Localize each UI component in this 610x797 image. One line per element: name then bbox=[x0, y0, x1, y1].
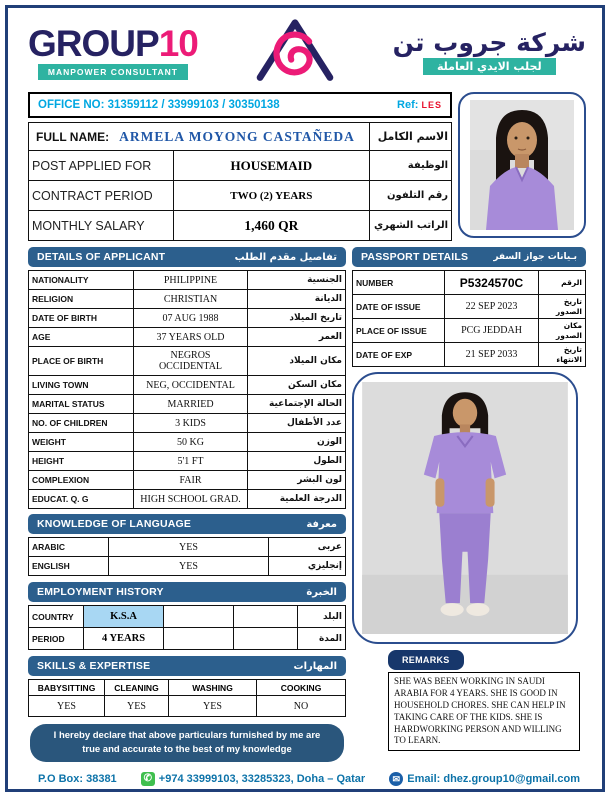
section-title: EMPLOYMENT HISTORY bbox=[37, 586, 164, 598]
full-name-value: ARMELA MOYONG CASTAÑEDA bbox=[119, 128, 355, 144]
company-arabic-block bbox=[393, 29, 586, 76]
arabic-cell: العمر bbox=[248, 328, 346, 347]
table-row bbox=[29, 538, 346, 557]
email-text: Email: dhez.group10@gmail.com bbox=[407, 772, 580, 785]
table-row bbox=[29, 181, 452, 211]
value-cell: K.S.A bbox=[84, 606, 164, 628]
applicant-headshot-photo bbox=[466, 100, 578, 230]
employment-section-header bbox=[28, 582, 346, 602]
value-cell: 3 KIDS bbox=[134, 414, 248, 433]
arabic-cell: الوزن bbox=[248, 433, 346, 452]
full-name-arabic: الاسم الكامل bbox=[369, 123, 451, 151]
section-title-arabic: تفاصيل مقدم الطلب bbox=[234, 251, 337, 263]
label-cell: HEIGHT bbox=[29, 452, 134, 471]
value-cell: NEGROS OCCIDENTAL bbox=[134, 347, 248, 376]
value-cell bbox=[164, 628, 234, 650]
header-cell: COOKING bbox=[257, 680, 346, 696]
label-cell: ENGLISH bbox=[29, 557, 109, 576]
table-row bbox=[353, 319, 586, 343]
value-cell: P5324570C bbox=[445, 271, 539, 295]
value-cell: NEG, OCCIDENTAL bbox=[134, 376, 248, 395]
table-row bbox=[353, 271, 586, 295]
value-cell bbox=[164, 606, 234, 628]
office-bar bbox=[28, 92, 452, 118]
main-info-table bbox=[28, 122, 452, 241]
info-label: MONTHLY SALARY bbox=[29, 211, 174, 241]
table-row bbox=[29, 309, 346, 328]
arabic-cell: مكان السكن bbox=[248, 376, 346, 395]
info-value: HOUSEMAID bbox=[173, 151, 369, 181]
table-row bbox=[29, 471, 346, 490]
label-cell: RELIGION bbox=[29, 290, 134, 309]
pobox-text: P.O Box: 38381 bbox=[38, 772, 117, 785]
table-row bbox=[29, 376, 346, 395]
arabic-cell: الجنسية bbox=[248, 271, 346, 290]
full-body-photo bbox=[362, 382, 568, 634]
value-cell: 5'1 FT bbox=[134, 452, 248, 471]
table-row bbox=[29, 347, 346, 376]
company-name-arabic: شركة جروب تن bbox=[392, 27, 586, 57]
skills-table bbox=[28, 679, 346, 717]
section-title-arabic: بـيانات جواز السفر bbox=[493, 252, 577, 262]
table-row bbox=[29, 680, 346, 696]
label-cell: DATE OF ISSUE bbox=[353, 295, 445, 319]
value-cell: PHILIPPINE bbox=[134, 271, 248, 290]
ref-value: LES bbox=[421, 100, 442, 110]
value-cell: YES bbox=[109, 538, 269, 557]
ref-text bbox=[397, 99, 442, 111]
remarks-label: REMARKS bbox=[388, 650, 464, 670]
table-row bbox=[29, 290, 346, 309]
arabic-cell: إنجليزي bbox=[269, 557, 346, 576]
label-cell: PLACE OF BIRTH bbox=[29, 347, 134, 376]
value-cell bbox=[234, 628, 298, 650]
label-cell: LIVING TOWN bbox=[29, 376, 134, 395]
label-cell: DATE OF BIRTH bbox=[29, 309, 134, 328]
full-name-label: FULL NAME: bbox=[36, 129, 110, 144]
ref-label: Ref: bbox=[397, 99, 419, 111]
value-cell: FAIR bbox=[134, 471, 248, 490]
email-icon: ✉ bbox=[389, 772, 403, 786]
value-cell: MARRIED bbox=[134, 395, 248, 414]
value-cell bbox=[234, 606, 298, 628]
info-arabic: الوظيفة bbox=[369, 151, 451, 181]
arabic-cell: الدرجة العلمية bbox=[248, 490, 346, 509]
right-column bbox=[352, 247, 586, 762]
header-cell: CLEANING bbox=[105, 680, 169, 696]
label-cell: AGE bbox=[29, 328, 134, 347]
section-title: SKILLS & EXPERTISE bbox=[37, 660, 151, 672]
table-row bbox=[29, 211, 452, 241]
table-row bbox=[29, 557, 346, 576]
table-row bbox=[29, 328, 346, 347]
table-row bbox=[29, 271, 346, 290]
passport-table bbox=[352, 270, 586, 367]
logo-group-text: GROUP bbox=[28, 22, 159, 64]
value-cell: HIGH SCHOOL GRAD. bbox=[134, 490, 248, 509]
full-body-photo-frame bbox=[352, 372, 578, 644]
arabic-cell: مكان الميلاد bbox=[248, 347, 346, 376]
label-cell: COMPLEXION bbox=[29, 471, 134, 490]
details-table bbox=[28, 270, 346, 509]
group10-wordmark bbox=[28, 22, 198, 80]
value-cell: YES bbox=[105, 696, 169, 717]
value-cell: 21 SEP 2033 bbox=[445, 343, 539, 367]
value-cell: NO bbox=[257, 696, 346, 717]
label-cell: NUMBER bbox=[353, 271, 445, 295]
arabic-cell: الرقم bbox=[539, 271, 586, 295]
value-cell: 37 YEARS OLD bbox=[134, 328, 248, 347]
value-cell: YES bbox=[169, 696, 257, 717]
cv-document-page bbox=[5, 5, 605, 792]
value-cell: 22 SEP 2023 bbox=[445, 295, 539, 319]
arabic-cell: لون البشر bbox=[248, 471, 346, 490]
office-number-text: OFFICE NO: 31359112 / 33999103 / 30350138 bbox=[38, 99, 280, 111]
label-cell: COUNTRY bbox=[29, 606, 84, 628]
value-cell: 4 YEARS bbox=[84, 628, 164, 650]
value-cell: 07 AUG 1988 bbox=[134, 309, 248, 328]
table-row bbox=[29, 123, 452, 151]
footer bbox=[28, 772, 586, 786]
arabic-cell: تاريخ الانتهاء bbox=[539, 343, 586, 367]
full-name-cell bbox=[29, 123, 370, 151]
label-cell: MARITAL STATUS bbox=[29, 395, 134, 414]
label-cell: NATIONALITY bbox=[29, 271, 134, 290]
info-value: 1,460 QR bbox=[173, 211, 369, 241]
top-section bbox=[28, 92, 586, 241]
value-cell: YES bbox=[29, 696, 105, 717]
applicant-headshot-frame bbox=[458, 92, 586, 238]
table-row bbox=[353, 343, 586, 367]
table-row bbox=[29, 433, 346, 452]
section-title: PASSPORT DETAILS bbox=[361, 251, 469, 263]
skills-section-header bbox=[28, 656, 346, 676]
table-row bbox=[353, 295, 586, 319]
table-row bbox=[29, 414, 346, 433]
arabic-cell: الحالة الإجتماعية bbox=[248, 395, 346, 414]
phone-text: +974 33999103, 33285323, Doha – Qatar bbox=[158, 772, 366, 785]
left-column bbox=[28, 247, 346, 762]
value-cell: 50 KG bbox=[134, 433, 248, 452]
logo-text bbox=[28, 22, 198, 64]
table-row bbox=[29, 395, 346, 414]
table-row bbox=[29, 628, 346, 650]
label-cell: ARABIC bbox=[29, 538, 109, 557]
details-section-header bbox=[28, 247, 346, 267]
value-cell: YES bbox=[109, 557, 269, 576]
table-row bbox=[29, 151, 452, 181]
language-section-header bbox=[28, 514, 346, 534]
label-cell: EDUCAT. Q. G bbox=[29, 490, 134, 509]
table-row bbox=[29, 452, 346, 471]
arabic-cell: البلد bbox=[298, 606, 346, 628]
arabic-cell: مكان الصدور bbox=[539, 319, 586, 343]
arabic-cell: الطول bbox=[248, 452, 346, 471]
section-title: DETAILS OF APPLICANT bbox=[37, 251, 166, 263]
info-arabic: رقم التلفون bbox=[369, 181, 451, 211]
employment-table bbox=[28, 605, 346, 650]
table-row bbox=[29, 696, 346, 717]
remarks-box: SHE WAS BEEN WORKING IN SAUDI ARABIA FOR 4 YEARS. SHE IS GOOD IN HOUSEHOLD CHORES. SHE CAN HELP IN TAKING CARE OF THE KIDS. SHE IS HARDWORKING PERSON AND WILLING TO LEARN. bbox=[388, 672, 580, 751]
arabic-cell: تاريخ الصدور bbox=[539, 295, 586, 319]
label-cell: NO. OF CHILDREN bbox=[29, 414, 134, 433]
arabic-cell: عربى bbox=[269, 538, 346, 557]
header bbox=[28, 16, 586, 88]
info-label: POST APPLIED FOR bbox=[29, 151, 174, 181]
section-title-arabic: معرفة bbox=[306, 518, 337, 530]
whatsapp-icon: ✆ bbox=[141, 772, 155, 786]
arabic-cell: عدد الأطفال bbox=[248, 414, 346, 433]
section-title-arabic: الخبرة bbox=[306, 586, 337, 598]
language-table bbox=[28, 537, 346, 576]
section-title-arabic: المهارات bbox=[293, 660, 337, 672]
info-label: CONTRACT PERIOD bbox=[29, 181, 174, 211]
arabic-cell: المدة bbox=[298, 628, 346, 650]
header-cell: WASHING bbox=[169, 680, 257, 696]
label-cell: DATE OF EXP bbox=[353, 343, 445, 367]
section-title: KNOWLEDGE OF LANGUAGE bbox=[37, 518, 192, 530]
label-cell: PERIOD bbox=[29, 628, 84, 650]
arabic-cell: تاريخ الميلاد bbox=[248, 309, 346, 328]
manpower-banner: MANPOWER CONSULTANT bbox=[38, 64, 188, 80]
table-row bbox=[29, 490, 346, 509]
value-cell: CHRISTIAN bbox=[134, 290, 248, 309]
info-value: TWO (2) YEARS bbox=[173, 181, 369, 211]
passport-section-header bbox=[352, 247, 586, 267]
arabic-cell: الديانة bbox=[248, 290, 346, 309]
header-cell: BABYSITTING bbox=[29, 680, 105, 696]
declaration-pill: I hereby declare that above particulars furnished by me are true and accurate to the best of my knowledge bbox=[30, 724, 344, 762]
logo-ten-text: 10 bbox=[158, 22, 198, 64]
label-cell: PLACE OF ISSUE bbox=[353, 319, 445, 343]
company-logo-icon bbox=[245, 16, 345, 88]
value-cell: PCG JEDDAH bbox=[445, 319, 539, 343]
arabic-banner: لجلب الايدي العاملة bbox=[423, 58, 556, 75]
info-arabic: الراتب الشهري bbox=[369, 211, 451, 241]
table-row bbox=[29, 606, 346, 628]
label-cell: WEIGHT bbox=[29, 433, 134, 452]
